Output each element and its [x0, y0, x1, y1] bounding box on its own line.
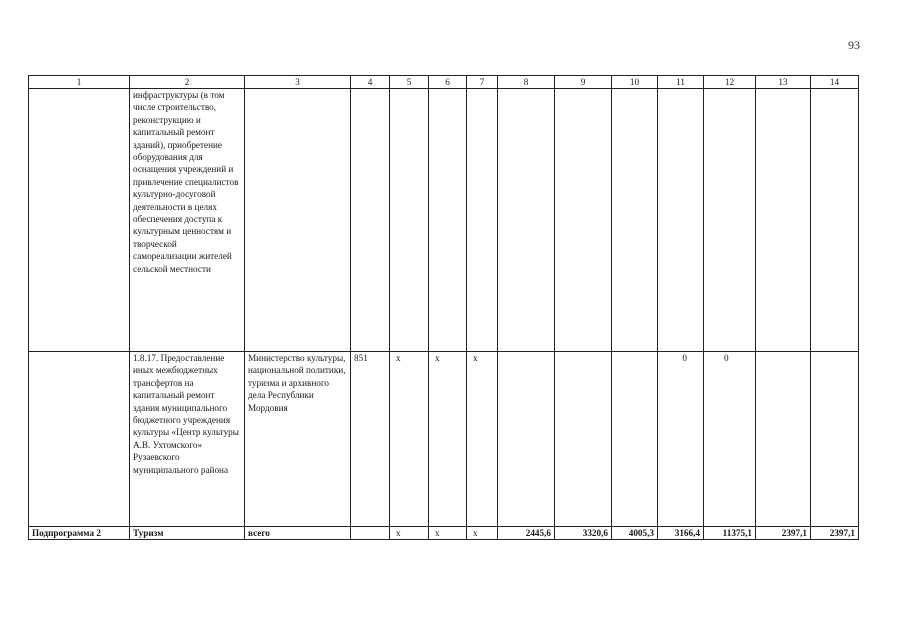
- header-cell: 3: [245, 76, 351, 89]
- header-cell: 4: [351, 76, 390, 89]
- cell-empty: [756, 352, 811, 527]
- cell-empty: [658, 89, 704, 352]
- col13-cell: 2397,1: [756, 527, 811, 540]
- cell-empty: [811, 89, 859, 352]
- col11-cell: 0: [658, 352, 704, 527]
- header-cell: 10: [612, 76, 658, 89]
- header-cell: 13: [756, 76, 811, 89]
- cell-empty: [245, 89, 351, 352]
- table-row-1-8-17: [29, 352, 859, 527]
- header-cell: 5: [390, 76, 429, 89]
- cell-empty: [704, 89, 756, 352]
- cell-empty: [390, 89, 429, 352]
- col10-cell: 4005,3: [612, 527, 658, 540]
- col12-cell: 0: [704, 352, 756, 527]
- page-number: 93: [848, 38, 860, 52]
- header-cell: 6: [429, 76, 467, 89]
- cell-empty: [429, 89, 467, 352]
- col7-cell: х: [467, 527, 498, 540]
- col6-cell: х: [429, 527, 467, 540]
- header-row: [29, 76, 859, 89]
- col5-cell: х: [390, 527, 429, 540]
- header-cell: 9: [555, 76, 612, 89]
- col7-cell: х: [467, 352, 498, 527]
- col11-cell: 3166,4: [658, 527, 704, 540]
- cell-empty: [555, 352, 612, 527]
- grbs-cell: 851: [351, 352, 390, 527]
- cell-empty: [756, 89, 811, 352]
- header-cell: 14: [811, 76, 859, 89]
- col6-cell: х: [429, 352, 467, 527]
- cell-empty: [498, 89, 555, 352]
- col9-cell: 3320,6: [555, 527, 612, 540]
- header-cell: 7: [467, 76, 498, 89]
- subprogram-name: Подпрограмма 2: [29, 527, 130, 540]
- cell-empty: [555, 89, 612, 352]
- cell-empty: [612, 352, 658, 527]
- cell-empty: [351, 527, 390, 540]
- cell-empty: [467, 89, 498, 352]
- subprogram-title: Туризм: [130, 527, 245, 540]
- cell-empty: [498, 352, 555, 527]
- budget-table: [28, 75, 859, 540]
- header-cell: 2: [130, 76, 245, 89]
- cell-empty: [351, 89, 390, 352]
- cell-empty: [811, 352, 859, 527]
- header-cell: 8: [498, 76, 555, 89]
- executor-cell: Министерство культуры, национальной политики, туризма и архивного дела Республики Мордовия: [245, 352, 351, 527]
- cell-empty: [29, 89, 130, 352]
- header-cell: 1: [29, 76, 130, 89]
- col8-cell: 2445,6: [498, 527, 555, 540]
- subprogram-executor: всего: [245, 527, 351, 540]
- col5-cell: х: [390, 352, 429, 527]
- cell-empty: [612, 89, 658, 352]
- col14-cell: 2397,1: [811, 527, 859, 540]
- cell-empty: [29, 352, 130, 527]
- measure-description: 1.8.17. Предоставление иных межбюджетных трансфертов на капитальный ремонт здания муниципального бюджетного учреждения культуры «Центр культуры А.В. Ухтомского» Рузаевского муниципального района: [130, 352, 245, 527]
- header-cell: 12: [704, 76, 756, 89]
- table-row-continuation: [29, 89, 859, 352]
- header-cell: 11: [658, 76, 704, 89]
- measure-description-continued: инфраструктуры (в том числе строительство, реконструкцию и капитальный ремонт зданий), приобретение оборудования для оснащения учреждений и привлечение специалистов культурно-досуговой деятельности в целях обеспечения доступа к культурным ценностям и творческой самореализации жителей сельской местности: [130, 89, 245, 352]
- col12-cell: 11375,1: [704, 527, 756, 540]
- table-row-subprogram: [29, 527, 859, 540]
